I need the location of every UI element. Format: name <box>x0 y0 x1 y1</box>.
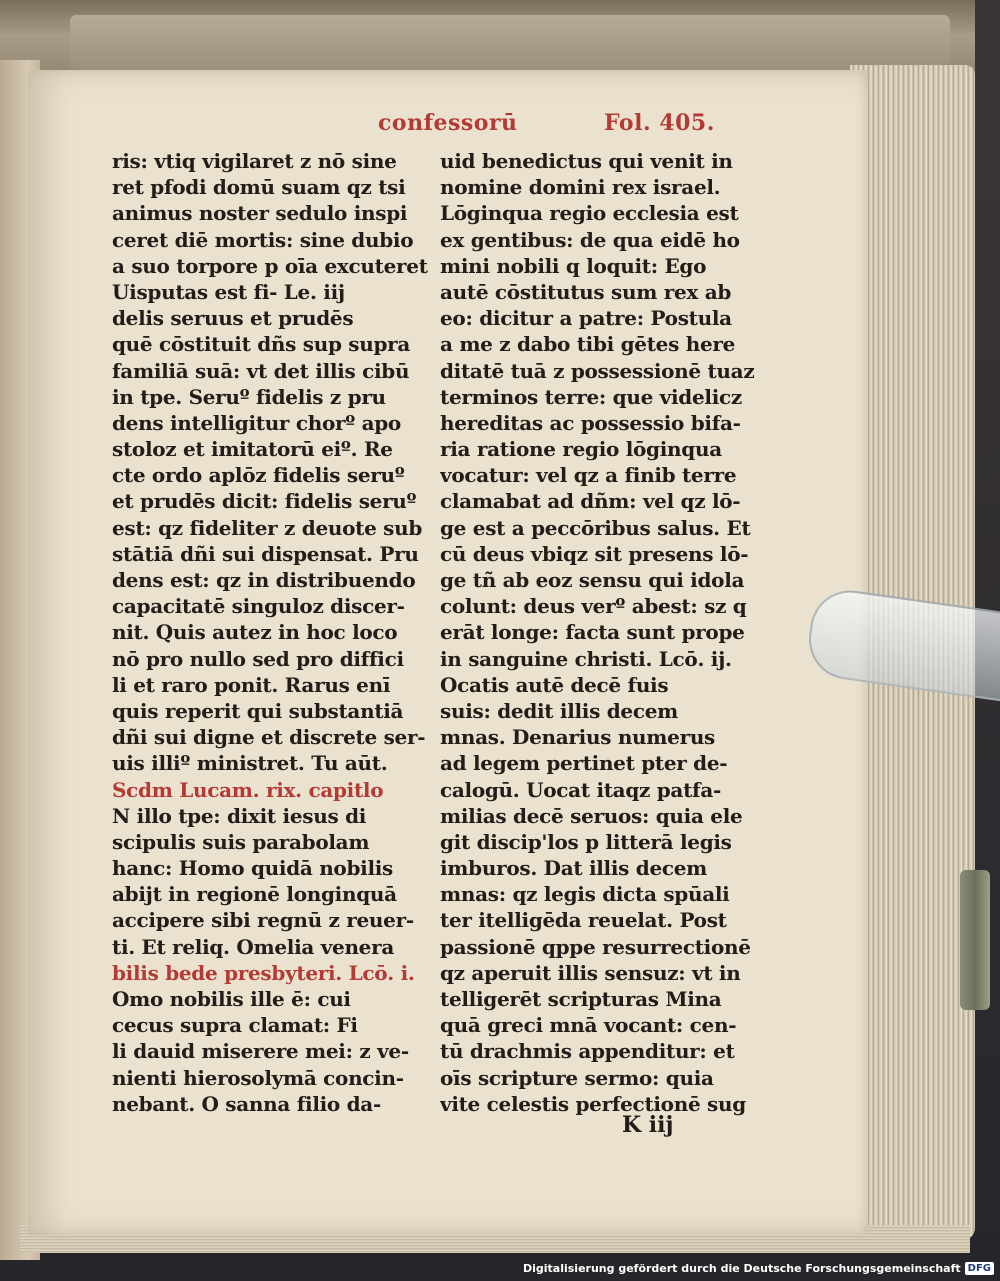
left-text-column <box>112 148 432 1117</box>
text-line: qz aperuit illis sensuz: vt in <box>440 960 741 985</box>
text-line: mnas: qz legis dicta spūali <box>440 882 730 907</box>
text-line: passionē qppe resurrectionē <box>440 934 751 959</box>
text-line: vocatur: vel qz a finib terre <box>440 463 737 488</box>
text-line: familiā suā: vt det illis cibū <box>112 358 410 383</box>
text-line: animus noster sedulo inspi <box>112 201 408 226</box>
text-line: accipere sibi regnū z reuer- <box>112 908 414 933</box>
text-line: milias decē seruos: quia ele <box>440 803 743 828</box>
text-line: nō pro nullo sed pro diffici <box>112 646 404 671</box>
text-line: vite celestis perfectionē sug <box>440 1091 746 1116</box>
text-line: ti. Et reliq. Omelia venera <box>112 934 395 959</box>
text-line: a me z dabo tibi gētes here <box>440 332 736 357</box>
text-line: cecus supra clamat: Fi <box>112 1013 358 1038</box>
text-line: est: qz fideliter z deuote sub <box>112 515 423 540</box>
folio-number: Fol. 405. <box>604 110 715 136</box>
page-signature: K iij <box>622 1112 674 1138</box>
text-line: Uisputas est fi- Le. iij <box>112 279 345 304</box>
right-text-column <box>440 148 770 1117</box>
text-line: scipulis suis parabolam <box>112 829 370 854</box>
text-line: suis: dedit illis decem <box>440 698 678 723</box>
page-clip-edge <box>960 870 990 1010</box>
text-line: mini nobili q loquit: Ego <box>440 253 707 278</box>
text-line: eo: dicitur a patre: Postula <box>440 306 732 331</box>
text-line: Omo nobilis ille ē: cui <box>112 987 351 1011</box>
text-line: abijt in regionē longinquā <box>112 882 397 907</box>
text-line: N illo tpe: dixit iesus di <box>112 803 367 828</box>
text-line: bilis bede presbyteri. Lcō. i. <box>112 960 415 985</box>
text-line: nebant. O sanna filio da- <box>112 1091 381 1116</box>
text-line: uis illiº ministret. Tu aūt. <box>112 751 388 776</box>
text-line: quē cōstituit dñs sup supra <box>112 332 411 357</box>
text-line: ria ratione regio lōginqua <box>440 437 722 462</box>
text-line: calogū. Uocat itaqz patfa- <box>440 777 721 802</box>
text-line: dens intelligitur chorº apo <box>112 410 401 435</box>
text-line: erāt longe: facta sunt prope <box>440 620 745 645</box>
text-line: nit. Quis autez in hoc loco <box>112 620 398 645</box>
book-headband <box>70 15 950 70</box>
text-line: li dauid miserere mei: z ve- <box>112 1039 409 1064</box>
text-line: delis seruus et prudēs <box>112 306 354 331</box>
text-line: ge est a peccōribus salus. Et <box>440 515 751 540</box>
text-line: stoloz et imitatorū eiº. Re <box>112 437 393 462</box>
text-line: Lōginqua regio ecclesia est <box>440 201 739 226</box>
text-line: stātiā dñi sui dispensat. Pru <box>112 541 419 566</box>
text-line: clamabat ad dñm: vel qz lō- <box>440 489 741 514</box>
text-line: in sanguine christi. Lcō. ij. <box>440 646 732 671</box>
text-line: mnas. Denarius numerus <box>440 725 716 750</box>
text-line: git discip'los p litterā legis <box>440 829 732 854</box>
text-line: li et raro ponit. Rarus enī <box>112 672 391 697</box>
text-line: Scdm Lucam. rix. capitlo <box>112 777 384 802</box>
text-line: capacitatē singuloz discer- <box>112 594 405 619</box>
text-line: ret pfodi domū suam qz tsi <box>112 175 406 200</box>
text-line: ris: vtiq vigilaret z nō sine <box>112 149 397 173</box>
text-line: ge tñ ab eoz sensu qui idola <box>440 568 745 592</box>
text-line: autē cōstitutus sum rex ab <box>440 279 732 304</box>
text-line: cū deus vbiqz sit presens lō- <box>440 541 749 566</box>
text-line: ex gentibus: de qua eidē ho <box>440 227 740 252</box>
text-line: terminos terre: que videlicz <box>440 384 742 409</box>
text-line: dñi sui digne et discrete ser- <box>112 725 426 750</box>
text-line: a suo torpore p oīa excuteret <box>112 253 428 278</box>
text-line: cte ordo aplōz fidelis seruº <box>112 463 405 488</box>
text-line: imburos. Dat illis decem <box>440 856 708 881</box>
text-line: dens est: qz in distribuendo <box>112 568 416 592</box>
running-title: confessorū <box>378 110 518 136</box>
text-line: tū drachmis appenditur: et <box>440 1039 735 1064</box>
digitization-credit <box>523 1262 994 1275</box>
text-line: oīs scripture sermo: quia <box>440 1065 714 1090</box>
text-line: hanc: Homo quidā nobilis <box>112 856 394 881</box>
text-line: ditatē tuā z possessionē tuaz <box>440 358 755 383</box>
text-line: et prudēs dicit: fidelis seruº <box>112 489 417 514</box>
credit-text: Digitalisierung gefördert durch die Deutsche Forschungsgemeinschaft <box>522 1262 961 1275</box>
dfg-logo: DFG <box>965 1262 994 1275</box>
text-line: telligerēt scripturas Mina <box>440 987 722 1011</box>
text-line: hereditas ac possessio bifa- <box>440 410 741 435</box>
text-line: quā greci mnā vocant: cen- <box>440 1013 737 1038</box>
text-line: Ocatis autē decē fuis <box>440 672 669 697</box>
text-line: ad legem pertinet pter de- <box>440 751 728 776</box>
text-line: ceret diē mortis: sine dubio <box>112 227 414 252</box>
text-line: nienti hierosolymā concin- <box>112 1065 404 1090</box>
text-line: ter itelligēda reuelat. Post <box>440 908 727 933</box>
text-line: colunt: deus verº abest: sz q <box>440 594 747 619</box>
text-line: nomine domini rex israel. <box>440 175 721 200</box>
text-line: quis reperit qui substantiā <box>112 698 404 723</box>
text-line: uid benedictus qui venit in <box>440 149 733 173</box>
text-line: in tpe. Seruº fidelis z pru <box>112 384 386 409</box>
